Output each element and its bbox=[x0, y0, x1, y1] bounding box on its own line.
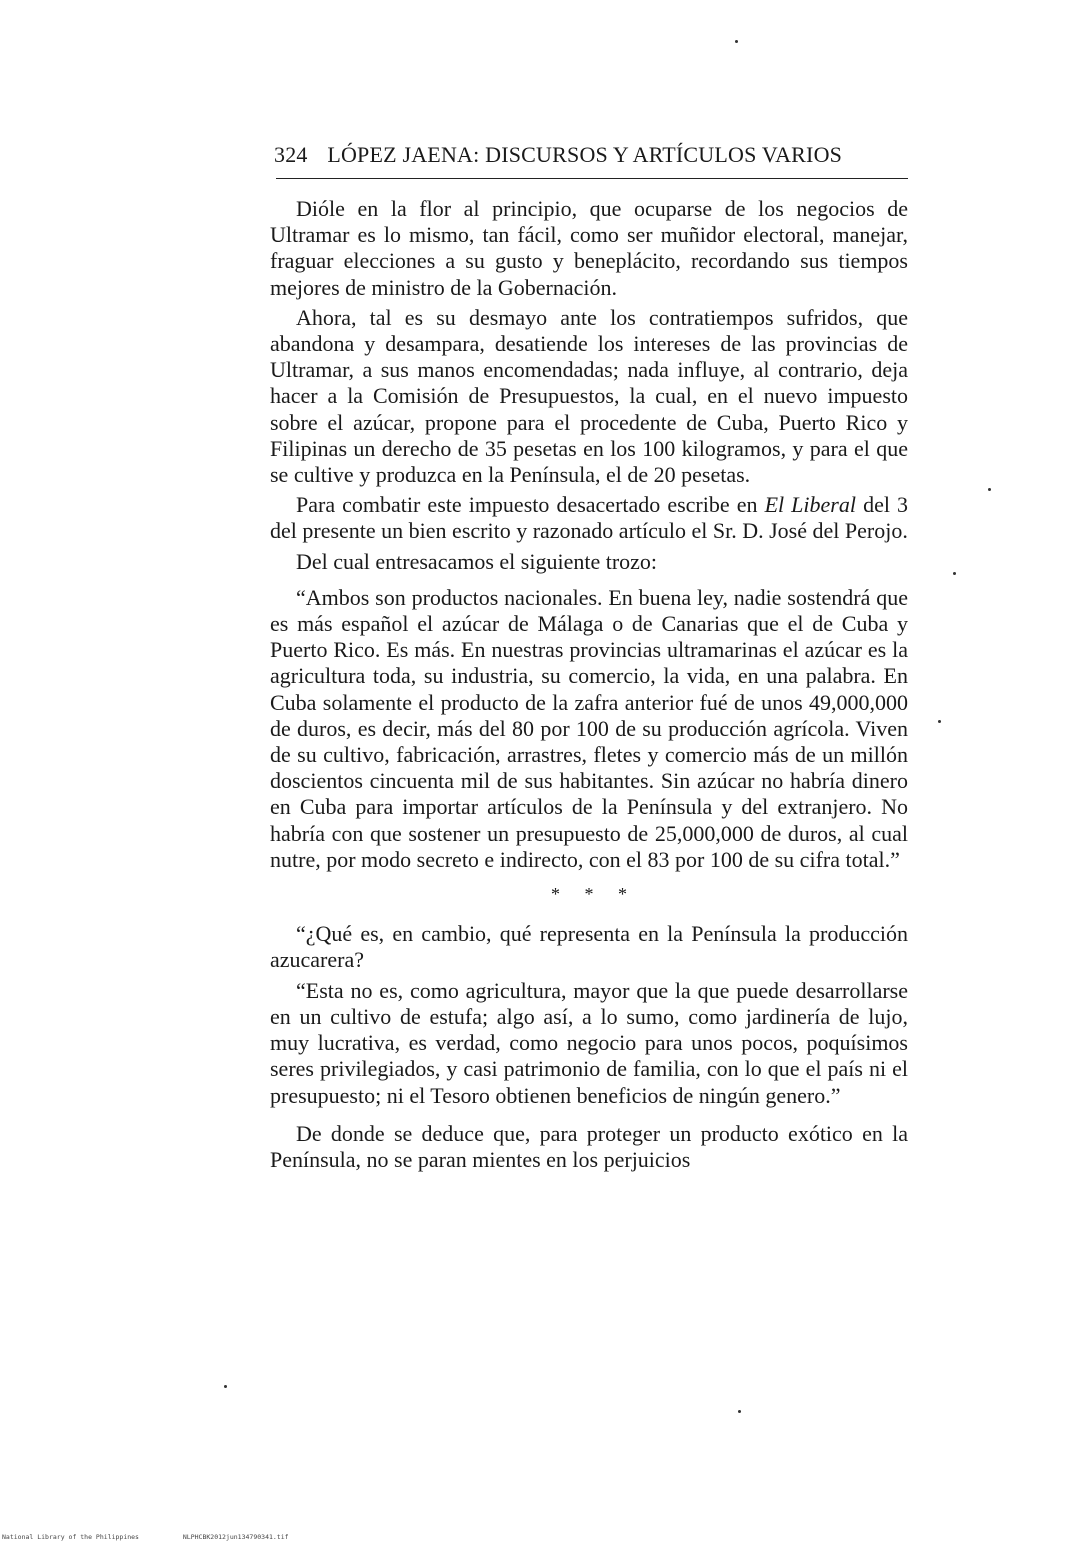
scan-speck bbox=[735, 40, 738, 43]
paragraph: Del cual entresacamos el siguiente trozo: bbox=[296, 548, 658, 574]
paragraph: De donde se deduce que, para proteger un producto exótico en la Península, no se paran mientes en los perjuicios bbox=[270, 1120, 908, 1172]
running-header bbox=[274, 142, 906, 168]
quoted-paragraph: “Ambos son productos nacionales. En buena ley, nadie sostendrá que es más español el azúcar de Málaga o de Canarias que el de Cuba y Puerto Rico. Es más. En nuestras provincias ultramarinas el azúcar es la agricultura toda, su industria, su comercio, la vida, en una palabra. En Cuba solamente el producto de la zafra anterior fué de unos 49,000,000 de duros, es decir, más del 80 por 100 de su producción agrícola. Viven de su cultivo, fabricación, arrastres, fletes y comercio más de un millón doscientos cincuenta mil de sus habitantes. Sin azúcar no habría dinero en Cuba para importar artículos de la Península y del extranjero. No habría con que sostener un presupuesto de 25,000,000 de duros, al cual nutre, por modo secreto e indirecto, con el 83 por 100 de su cifra total.” bbox=[270, 584, 908, 872]
scan-speck bbox=[988, 488, 991, 491]
header-rule bbox=[276, 178, 908, 179]
scan-speck bbox=[938, 720, 941, 723]
library-label: National Library of the Philippines bbox=[2, 1533, 139, 1541]
paragraph bbox=[270, 492, 908, 544]
quoted-paragraph: “¿Qué es, en cambio, qué representa en la Península la producción azucarera? bbox=[270, 921, 908, 973]
scan-speck bbox=[953, 572, 956, 575]
scan-speck bbox=[224, 1385, 227, 1388]
file-id: NLPHCBK2012jun134790341.tif bbox=[182, 1533, 289, 1541]
body-text bbox=[270, 196, 908, 1177]
scan-speck bbox=[738, 1410, 741, 1413]
section-break: * * * bbox=[551, 884, 627, 905]
paragraph-start: Para combatir este impuesto desacertado escribe en bbox=[296, 492, 758, 518]
paragraph-end: del 3 del presente un bien escrito y razonado artículo el Sr. D. José del Perojo. bbox=[270, 492, 909, 544]
paragraph: Dióle en la flor al principio, que ocuparse de los negocios de Ultramar es lo mismo, tan fácil, como ser muñidor electoral, manejar, fraguar elecciones a su gusto y beneplácito, recordando sus tiempos mejores de ministro de la Gobernación. bbox=[270, 196, 908, 300]
paragraph: Ahora, tal es su desmayo ante los contratiempos sufridos, que abandona y desampara, desatiende los intereses de las provincias de Ultramar, a sus manos encomendadas; nada influye, al contrario, deja hacer a la Comisión de Presupuestos, la cual, en el nuevo impuesto sobre el azúcar, propone para el procedente de Cuba, Puerto Rico y Filipinas un derecho de 35 pesetas en los 100 kilogramos, y para el que se cultive y produzca en la Península, el de 20 pesetas. bbox=[270, 304, 908, 488]
page-number: 324 bbox=[274, 142, 308, 167]
running-title: LÓPEZ JAENA: DISCURSOS Y ARTÍCULOS VARIOS bbox=[327, 142, 843, 167]
quoted-paragraph: “Esta no es, como agricultura, mayor que la que puede desarrollarse en un cultivo de estufa; algo así, a lo sumo, como jardinería de lujo, muy lucrativa, es verdad, como negocio para unos pocos, poquísimos seres privilegiados, y casi patrimonio de familia, con lo que el país ni el presupuesto; ni el Tesoro obtienen beneficios de ningún genero.” bbox=[270, 977, 908, 1108]
newspaper-title: El Liberal bbox=[764, 492, 856, 518]
scan-footer bbox=[2, 1533, 329, 1541]
